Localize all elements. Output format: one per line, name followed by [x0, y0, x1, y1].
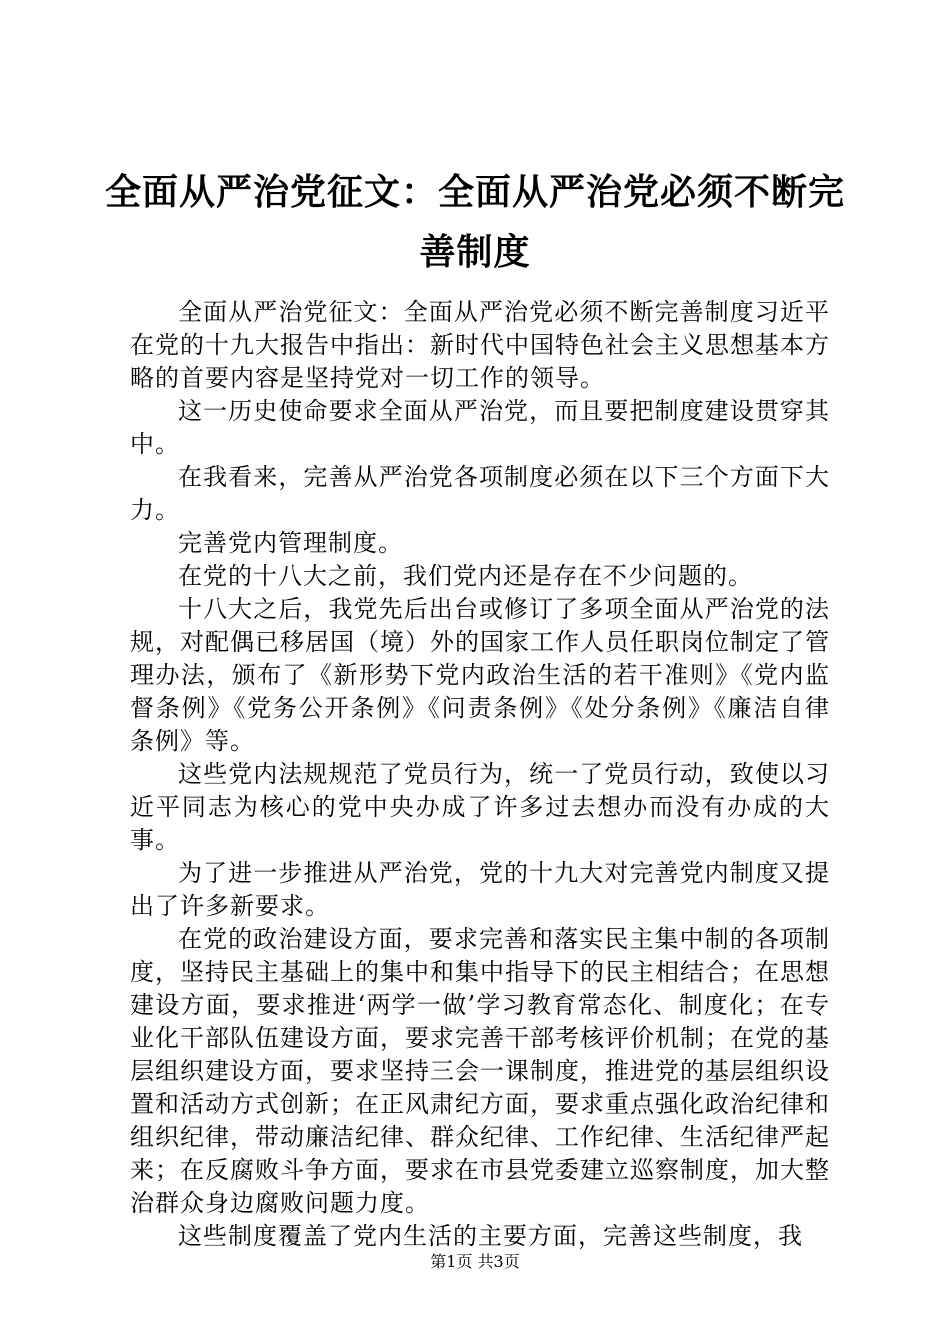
document-body — [130, 296, 830, 1253]
body-paragraph: 这一历史使命要求全面从严治党，而且要把制度建设贯穿其中。 — [130, 397, 830, 458]
body-paragraph: 为了进一步推进从严治党，党的十九大对完善党内制度又提出了许多新要求。 — [130, 859, 830, 920]
body-paragraph: 在我看来，完善从严治党各项制度必须在以下三个方面下大力。 — [130, 463, 830, 524]
body-paragraph: 这些党内法规规范了党员行为，统一了党员行动，致使以习近平同志为核心的党中央办成了许多过去想办而没有办成的大事。 — [130, 760, 830, 854]
body-paragraph: 这些制度覆盖了党内生活的主要方面，完善这些制度，我 — [178, 1222, 803, 1250]
document-title: 全面从严治党征文：全面从严治党必须不断完善制度 — [104, 171, 845, 273]
body-paragraph: 全面从严治党征文：全面从严治党必须不断完善制度习近平在党的十九大报告中指出：新时代中国特色社会主义思想基本方略的首要内容是坚持党对一切工作的领导。 — [130, 298, 830, 392]
body-paragraph: 十八大之后，我党先后出台或修订了多项全面从严治党的法规，对配偶已移居国（境）外的国家工作人员任职岗位制定了管理办法，颁布了《新形势下党内政治生活的若干准则》《党内监督条例》《党务公开条例》《问责条例》《处分条例》《廉洁自律条例》等。 — [130, 595, 830, 755]
body-paragraph: 完善党内管理制度。 — [178, 529, 403, 557]
body-paragraph: 在党的十八大之前，我们党内还是存在不少问题的。 — [178, 562, 753, 590]
page-footer: 第1页 共3页 — [430, 1252, 520, 1271]
body-paragraph: 在党的政治建设方面，要求完善和落实民主集中制的各项制度，坚持民主基础上的集中和集中指导下的民主相结合；在思想建设方面，要求推进‘两学一做’学习教育常态化、制度化；在专业化干部队伍建设方面，要求完善干部考核评价机制；在党的基层组织建设方面，要求坚持三会一课制度，推进党的基层组织设置和活动方式创新；在正风肃纪方面，要求重点强化政治纪律和组织纪律，带动廉洁纪律、群众纪律、工作纪律、生活纪律严起来；在反腐败斗争方面，要求在市县党委建立巡察制度，加大整治群众身边腐败问题力度。 — [130, 925, 830, 1217]
